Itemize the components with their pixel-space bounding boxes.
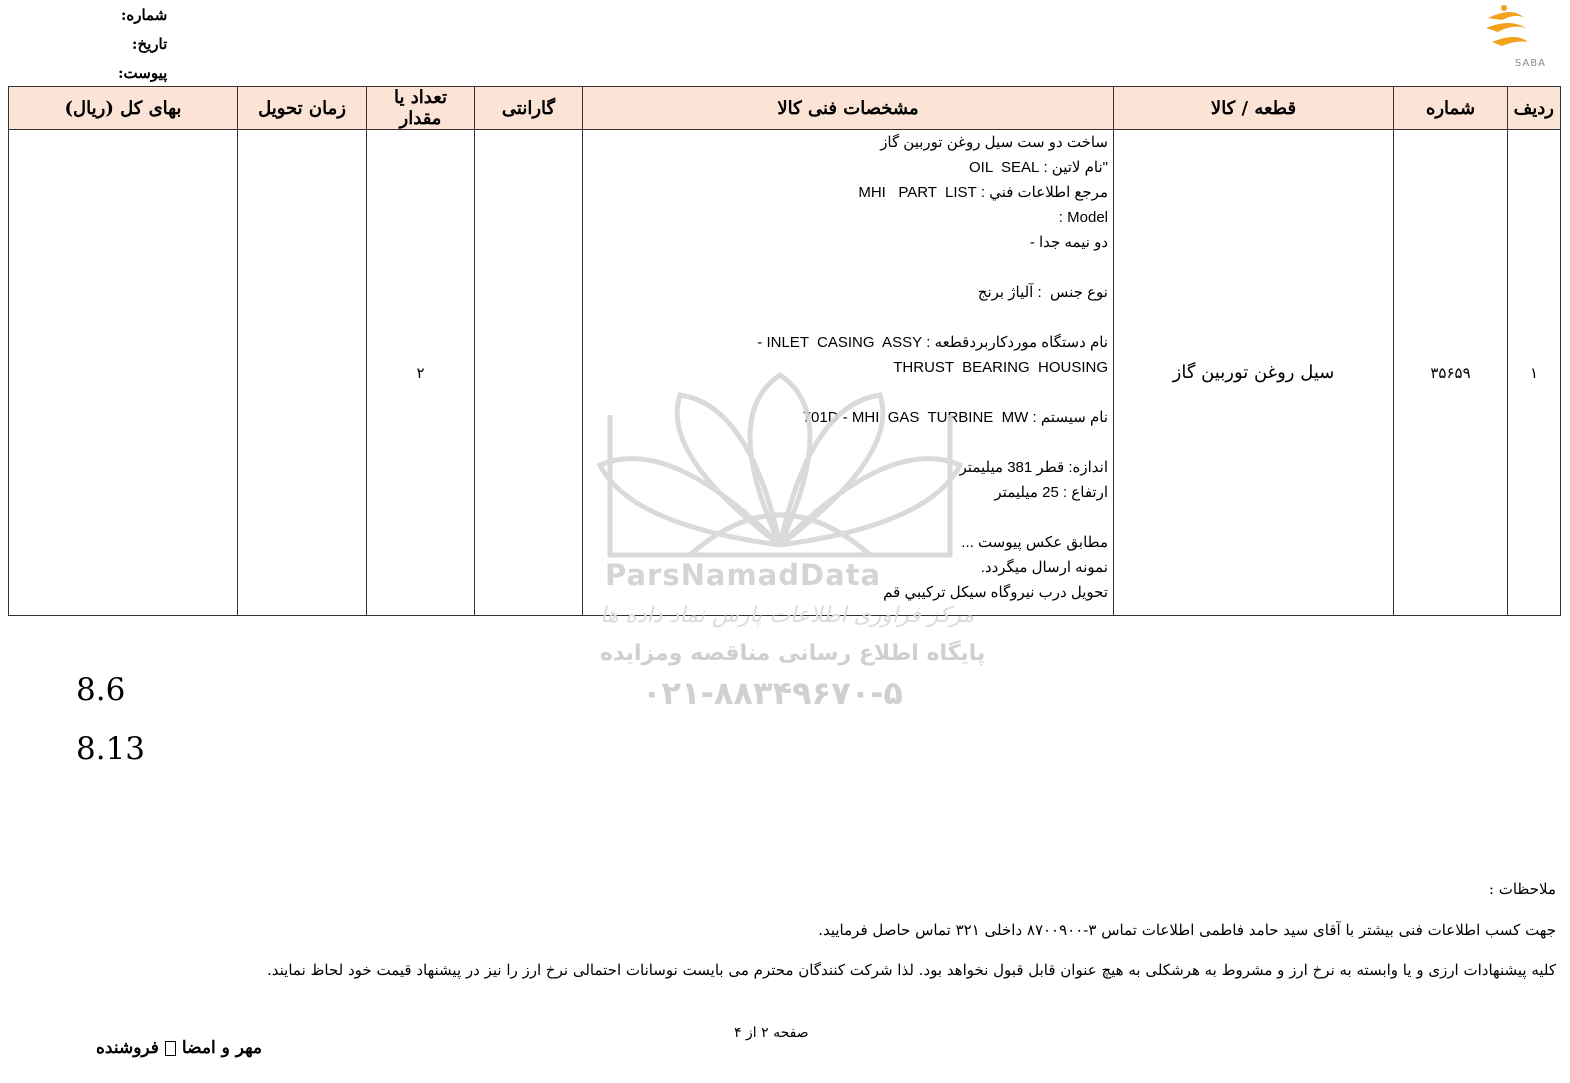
header-delivery: زمان تحویل <box>238 87 367 130</box>
table-header-row <box>9 87 1561 130</box>
signature-block <box>96 1038 262 1058</box>
cell-spec <box>583 130 1114 616</box>
header-spec: مشخصات فنی کالا <box>583 87 1114 130</box>
cell-warranty <box>475 130 583 616</box>
notes-line: جهت کسب اطلاعات فنی بیشتر با آقای سید حامد فاطمی اطلاعات تماس ۳-۸۷۰۰۹۰۰ داخلی ۳۲۱ تماس حاصل فرمایید. <box>818 921 1556 939</box>
spec-line: Model : <box>1058 209 1108 226</box>
number-label: شماره: <box>120 6 168 24</box>
cell-item: سیل روغن توربین گاز <box>1114 130 1394 616</box>
spec-line: نام دستگاه موردکاربردقطعه : INLET CASING ASSY - <box>757 334 1108 351</box>
watermark-brand: ParsNamadData <box>605 558 882 592</box>
seller-label: فروشنده <box>96 1038 159 1058</box>
cell-delivery <box>238 130 367 616</box>
header-row-number: ردیف <box>1508 87 1561 130</box>
date-label: تاریخ: <box>131 35 168 53</box>
notes-line: کلیه پیشنهادات ارزی و یا وابسته به نرخ ارز و مشروط به هرشکلی به هیچ عنوان قابل قبول نخواهد بود. لذا شرکت کنندگان محترم می بایست نوسانات احتمالی نرخ ارز را نیز در پیشنهاد قیمت خود لحاظ نمایند. <box>267 961 1556 979</box>
checkbox-icon <box>165 1041 176 1056</box>
header-warranty: گارانتی <box>475 87 583 130</box>
spec-line: دو نیمه جدا - <box>1029 234 1108 251</box>
cell-code: ۳۵۶۵۹ <box>1394 130 1508 616</box>
header-code: شماره <box>1394 87 1508 130</box>
spec-line: ساخت دو ست سیل روغن توربین گاز <box>880 134 1108 151</box>
spec-line: تحویل درب نیروگاه سیکل ترکیبي قم <box>883 584 1108 601</box>
watermark-phone: ۰۲۱-۸۸۳۴۹۶۷۰-۵ <box>642 674 903 712</box>
cell-quantity: ۲ <box>367 130 475 616</box>
annotation-number: 8.13 <box>76 731 146 767</box>
spec-line: مرجع اطلاعات فني : MHI PART LIST <box>858 184 1108 201</box>
annotation-number: 8.6 <box>76 672 126 708</box>
spec-line: ارتفاع : 25 میلیمتر <box>994 484 1108 501</box>
sign-label: مهر و امضا <box>181 1038 263 1058</box>
notes-title: ملاحظات : <box>1488 880 1556 898</box>
cell-price <box>9 130 238 616</box>
logo-caption: SABA <box>1514 58 1546 69</box>
spec-line: "نام لاتین : OIL SEAL <box>968 159 1108 176</box>
spec-line: THRUST BEARING HOUSING <box>893 359 1108 376</box>
items-table <box>8 86 1561 616</box>
header-item: قطعه / کالا <box>1114 87 1394 130</box>
watermark-line1: مرکز فراوری اطلاعات پارس نماد داده ها <box>600 603 975 628</box>
watermark-line2: پایگاه اطلاع رسانی مناقصه ومزایده <box>600 641 986 666</box>
header-price: بهای کل (ریال) <box>9 87 238 130</box>
spec-line: نمونه ارسال میگردد. <box>980 559 1108 576</box>
spec-line: نام سیستم : 701D - MHI GAS TURBINE MW <box>802 409 1108 426</box>
spec-line: اندازه: قطر 381 میلیمتر <box>959 459 1108 476</box>
document-meta <box>118 4 167 91</box>
page-number: صفحه ۲ از ۴ <box>734 1025 809 1041</box>
spec-line: نوع جنس : آلیاژ برنج <box>977 284 1108 301</box>
cell-row-number: ۱ <box>1508 130 1561 616</box>
table-row <box>9 130 1561 616</box>
header-quantity: تعداد یا مقدار <box>367 87 475 130</box>
spec-line: مطابق عکس پیوست ... <box>961 534 1108 551</box>
attachment-label: پیوست: <box>118 64 168 82</box>
